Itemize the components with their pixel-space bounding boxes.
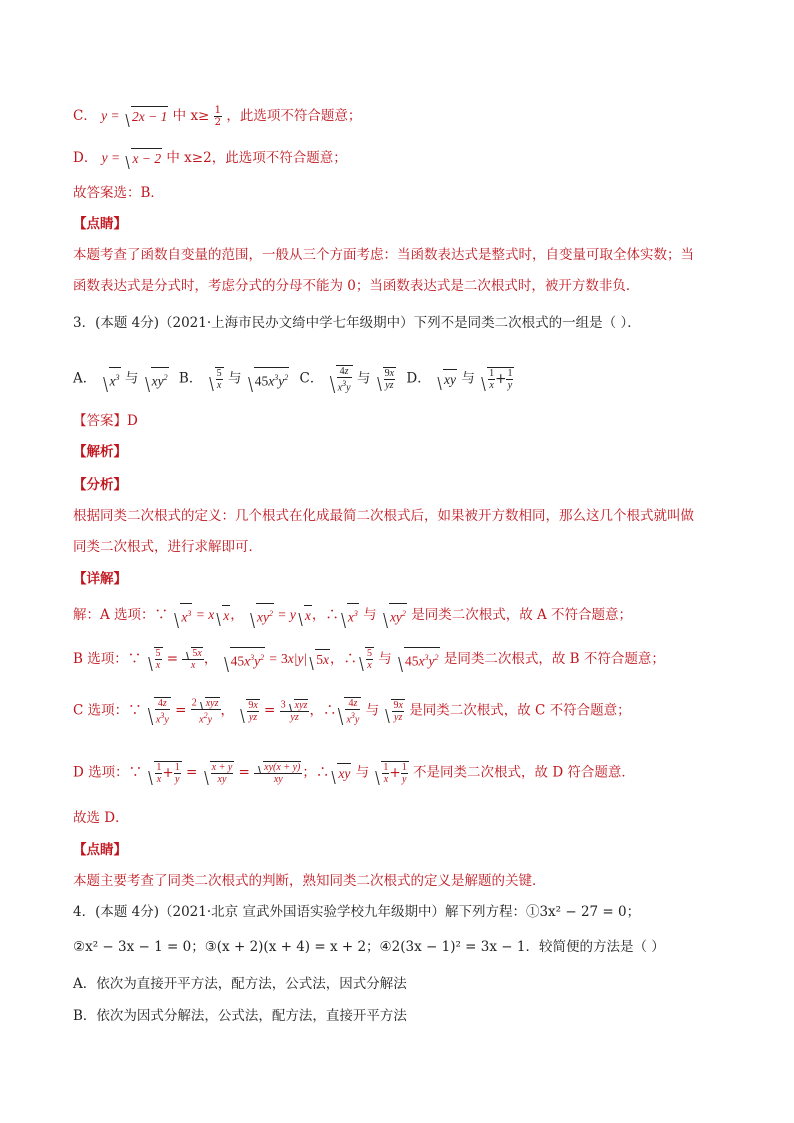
question-4-stem: 4．(本题 4分)（2021·北京 宣武外国语实验学校九年级期中）解下列方程：①3x² − 27 = 0； — [73, 904, 641, 920]
answer-line: 故答案选：B． — [73, 185, 164, 201]
sqrt-expression — [123, 106, 168, 127]
option-label: C． — [299, 370, 324, 387]
fraction — [214, 105, 222, 128]
option-label: D． — [406, 370, 431, 387]
numerator: 1 — [214, 105, 222, 116]
question-4-equations: ②x² − 3x − 1 = 0；③(x + 2)(x + 4) = x + 2；④2(3x − 1)² = 3x − 1．较简便的方法是（ ） — [73, 939, 665, 955]
sqrt-expression: $\frac{9x}{yz}$ — [375, 367, 396, 391]
option-label: C． — [73, 108, 97, 124]
denominator: 2 — [214, 117, 222, 128]
option-label: A． — [73, 370, 97, 387]
solution-tail: 是同类二次根式，故 A 不符合题意； — [411, 606, 633, 623]
option-d-line — [73, 148, 347, 169]
solution-prefix: D 选项：∵ — [73, 764, 143, 781]
connector-text: 与 — [356, 370, 371, 387]
option-c-line — [73, 105, 361, 128]
solution-line-a: 解：A 选项：∵ $x^3 = x$ x， $xy^2 = y$ x，∴ $x^3$ 与 $xy^2$ 是同类二次根式，故 A 不符合题意； — [73, 603, 632, 628]
section-label-dianjing: 【点睛】 — [73, 842, 127, 858]
sqrt-expression: $\frac{4z}{x^3y}$ — [328, 365, 353, 393]
solution-prefix: C 选项：∵ — [73, 702, 142, 719]
connector-text: 与 — [124, 370, 139, 387]
connector-text: 与 — [227, 370, 242, 387]
condition-text: 中 x≥ — [172, 108, 210, 124]
section-label-fenxi: 【分析】 — [73, 477, 127, 493]
sqrt-expression: $\frac{5}{x}$ — [207, 367, 224, 391]
math-text: y = — [101, 108, 123, 123]
question-3-options — [73, 365, 514, 393]
sqrt-expression: $x^3$ — [101, 367, 121, 392]
connector-text: 与 — [378, 650, 392, 667]
connector-text: 与 — [363, 606, 377, 623]
section-label-dianjing: 【点睛】 — [73, 216, 127, 232]
option-label: B． — [178, 370, 203, 387]
commentary-line: 本题考查了函数自变量的范围，一般从三个方面考虑：当函数表达式是整式时，自变量可取全体实数；当 — [73, 247, 694, 263]
section-label-xiangjie: 【详解】 — [73, 571, 127, 587]
sqrt-expression: xy — [435, 369, 457, 390]
solution-tail: 是同类二次根式，故 C 不符合题意； — [409, 702, 631, 719]
sqrt-expression: $\frac{1}{x}$ + $\frac{1}{y}$ — [479, 367, 514, 391]
solution-prefix: 解：A 选项：∵ — [73, 606, 169, 623]
solution-line-c: C 选项：∵ $\frac{4z}{x^3y}$ = $\frac{\text{2 xyz}}{x^2y}$ ， $\frac{9x}{yz}$ = $\frac{\text{3 xyz}}{yz}$ ，∴ $\frac{4z}{x^3y}$ 与 $\frac{9x}{yz}$ 是同类二次根式，故 C 不符合题意； — [73, 697, 631, 726]
solution-tail: 不是同类二次根式，故 D 符合题意． — [413, 764, 635, 781]
answer-line: 故选 D． — [73, 810, 129, 826]
math-text: y = — [101, 150, 124, 165]
sqrt-expression: $xy^2$ — [143, 367, 169, 392]
connector-text: 与 — [365, 702, 380, 719]
sqrt-expression: $45x^3y^2$ — [246, 367, 290, 392]
solution-line-b: B 选项：∵ $\frac{5}{x}$ = $\frac{5x}{x}$ ， $45x^3y^2 = 3x|y|$ 5x，∴ $\frac{5}{x}$ 与 $45x^3y^2$ 是同类二次根式，故 B 不符合题意； — [73, 648, 665, 672]
connector-text: 与 — [461, 370, 475, 387]
sqrt-expression — [123, 148, 162, 169]
radicand: 2x − 1 — [131, 106, 168, 127]
question-4-option-a: A．依次为直接开平方法，配方法，公式法，因式分解法 — [73, 976, 407, 992]
answer-label: 【答案】D — [73, 413, 138, 429]
radicand: x − 2 — [131, 148, 162, 169]
commentary-line: 函数表达式是分式时，考虑分式的分母不能为 0；当函数表达式是二次根式时，被开方数非负． — [73, 278, 640, 294]
commentary-line: 本题主要考查了同类二次根式的判断，熟知同类二次根式的定义是解题的关键． — [73, 873, 546, 889]
option-tail: 中 x≥2，此选项不符合题意； — [166, 150, 347, 166]
analysis-line: 同类二次根式，进行求解即可． — [73, 539, 262, 555]
solution-prefix: B 选项：∵ — [73, 650, 142, 667]
solution-line-d: D 选项：∵ $\frac{1}{x}$ + $\frac{1}{y}$ = $\frac{x + y}{xy}$ = $\frac{xy(x + y)}{xy}$ ；∴ xy 与 $\frac{1}{x}$ + $\frac{1}{y}$ 不是同类二次根式，故 D 符合题意． — [73, 762, 635, 785]
solution-tail: 是同类二次根式，故 B 不符合题意； — [443, 650, 665, 667]
question-4-option-b: B．依次为因式分解法，公式法，配方法，直接开平方法 — [73, 1008, 407, 1024]
connector-text: 与 — [355, 764, 370, 781]
option-tail: ，此选项不符合题意； — [226, 108, 362, 124]
option-label: D． — [73, 150, 98, 166]
section-label-jiexi: 【解析】 — [73, 444, 127, 460]
analysis-line: 根据同类二次根式的定义：几个根式在化成最简二次根式后，如果被开方数相同，那么这几个根式就叫做 — [73, 508, 694, 524]
question-3-stem: 3．(本题 4分)（2021·上海市民办文绮中学七年级期中）下列不是同类二次根式的一组是（ ）． — [73, 315, 641, 331]
